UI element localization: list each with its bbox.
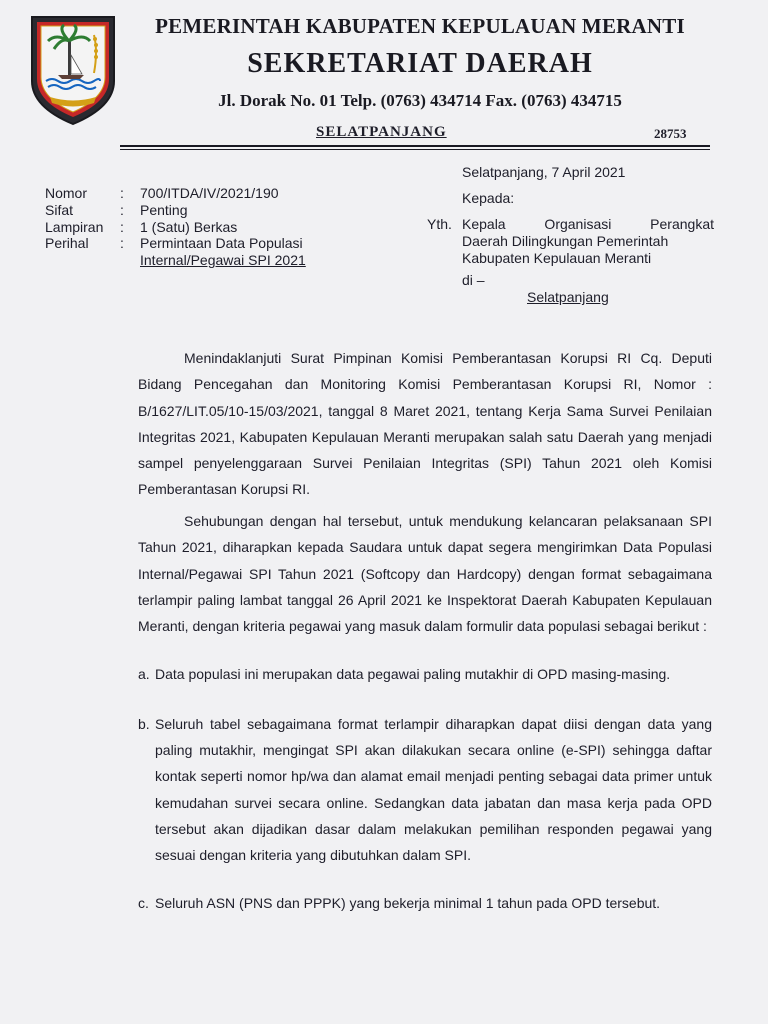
list-item bbox=[138, 890, 712, 916]
list-item bbox=[138, 661, 712, 687]
recipient-line-2: Daerah Dilingkungan Pemerintah bbox=[462, 233, 669, 249]
list-item-marker: a. bbox=[138, 666, 150, 682]
letterhead-city: SELATPANJANG bbox=[316, 124, 447, 140]
meta-perihal bbox=[45, 235, 303, 251]
meta-perihal-value-2: Internal/Pegawai SPI 2021 bbox=[140, 252, 306, 268]
meta-nomor-label: Nomor bbox=[45, 185, 88, 201]
list-item bbox=[138, 711, 712, 868]
meta-colon: : bbox=[120, 219, 124, 235]
list-item-marker: c. bbox=[138, 895, 149, 911]
letterhead-office: SEKRETARIAT DAERAH bbox=[247, 48, 593, 79]
meta-sifat-label: Sifat bbox=[45, 202, 74, 218]
meta-sifat bbox=[45, 202, 187, 218]
meta-lampiran bbox=[45, 219, 237, 235]
meta-perihal-label: Perihal bbox=[45, 235, 89, 251]
meta-perihal-line-2 bbox=[140, 252, 306, 268]
meta-colon: : bbox=[120, 202, 124, 218]
recipient-line-3: Kabupaten Kepulauan Meranti bbox=[462, 250, 652, 266]
letterhead-rule-thin bbox=[120, 149, 710, 150]
kepada-label: Kepada: bbox=[462, 190, 515, 206]
letterhead-postal-code: 28753 bbox=[654, 126, 687, 141]
list-item-text: Data populasi ini merupakan data pegawai paling mutakhir di OPD masing-masing. bbox=[155, 666, 671, 682]
meta-sifat-value: Penting bbox=[140, 202, 188, 218]
meta-colon: : bbox=[120, 235, 124, 251]
meta-lampiran-label: Lampiran bbox=[45, 219, 104, 235]
recipient-place: Selatpanjang bbox=[527, 289, 609, 305]
meta-nomor-value: 700/ITDA/IV/2021/190 bbox=[140, 185, 279, 201]
meta-lampiran-value: 1 (Satu) Berkas bbox=[140, 219, 238, 235]
regency-emblem-icon bbox=[28, 11, 118, 127]
recipient-line-1: Kepala Organisasi Perangkat bbox=[462, 216, 714, 232]
meta-perihal-value-1: Permintaan Data Populasi bbox=[140, 235, 303, 251]
letterhead-address: Jl. Dorak No. 01 Telp. (0763) 434714 Fax. (0763) 434715 bbox=[218, 91, 622, 110]
meta-nomor bbox=[45, 185, 279, 201]
body-paragraph-2: Sehubungan dengan hal tersebut, untuk mendukung kelancaran pelaksanaan SPI Tahun 2021, diharapkan kepada Saudara untuk dapat segera mengirimkan Data Populasi Internal/Pegawai SPI Tahun 2021 (Softcopy dan Hardcopy) dengan format sebagaimana terlampir paling lambat tanggal 26 April 2021 ke Inspektorat Daerah Kabupaten Kepulauan Meranti, dengan kriteria pegawai yang masuk dalam formulir data populasi sebagai berikut : bbox=[138, 513, 712, 635]
letterhead-rule-thick bbox=[120, 145, 710, 147]
list-item-text: Seluruh tabel sebagaimana format terlampir diharapkan dapat diisi dengan data yang paling mutakhir, mengingat SPI akan dilakukan secara online (e-SPI) sehingga daftar kontak seperti nomor hp/wa dan alamat email menjadi penting sebagai data primer untuk kemudahan survei secara online. Sedangkan data jabatan dan masa kerja pada OPD tersebut akan dijadikan dasar dalam melakukan pemilihan responden pegawai yang sesuai dengan kriteria yang dibutuhkan dalam SPI. bbox=[155, 716, 712, 864]
letter-date: Selatpanjang, 7 April 2021 bbox=[462, 164, 626, 180]
di-label: di – bbox=[462, 272, 485, 288]
meta-colon: : bbox=[120, 185, 124, 201]
yth-label: Yth. bbox=[427, 216, 452, 232]
list-item-marker: b. bbox=[138, 716, 150, 732]
list-item-text: Seluruh ASN (PNS dan PPPK) yang bekerja minimal 1 tahun pada OPD tersebut. bbox=[155, 895, 661, 911]
letterhead-government: PEMERINTAH KABUPATEN KEPULAUAN MERANTI bbox=[155, 14, 685, 38]
body-paragraph-1: Menindaklanjuti Surat Pimpinan Komisi Pemberantasan Korupsi RI Cq. Deputi Bidang Pencegahan dan Monitoring Komisi Pemberantasan Korupsi RI, Nomor : B/1627/LIT.05/10-15/03/2021, tanggal 8 Maret 2021, tentang Kerja Sama Survei Penilaian Integritas 2021, Kabupaten Kepulauan Meranti merupakan salah satu Daerah yang menjadi sampel penyelenggaraan Survei Penilaian Integritas (SPI) Tahun 2021 oleh Komisi Pemberantasan Korupsi RI. bbox=[138, 350, 712, 498]
